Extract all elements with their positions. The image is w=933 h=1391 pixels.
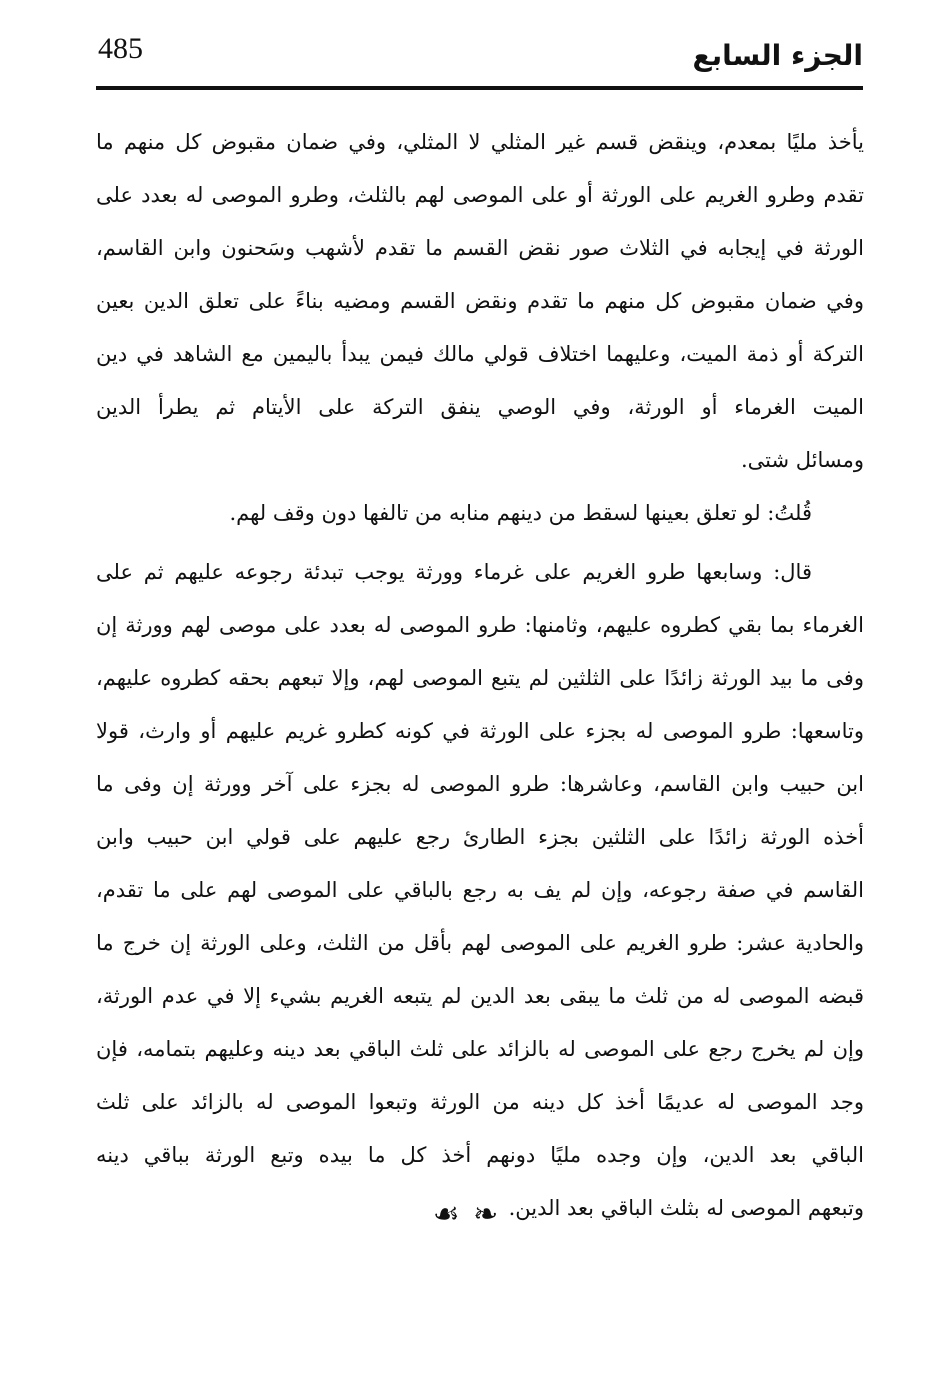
section-end-ornament: ☙ ❧ xyxy=(432,1197,501,1232)
text-line: الباقي بعد الدين، وإن وجده مليًا دونهم أخذ كل ما بيده وتبع الورثة بباقي دينه xyxy=(96,1143,864,1167)
running-title: الجزء السابع xyxy=(692,39,863,72)
text-line: وتبعهم الموصى له بثلث الباقي بعد الدين. xyxy=(508,1196,864,1220)
body-text xyxy=(96,116,864,1235)
page-number: 485 xyxy=(98,32,143,65)
text-line: القاسم في صفة رجوعه، وإن لم يف به رجع بالباقي على الموصى لهم على ما تقدم، xyxy=(96,878,864,902)
text-line: وفي ضمان مقبوض كل منهم ما تقدم ونقض القسم ومضيه بناءً على تعلق الدين بعين xyxy=(96,289,864,313)
text-line: وجد الموصى له عديمًا أخذ كل دينه من الورثة وتبعوا الموصى له بالزائد على ثلث xyxy=(96,1090,864,1114)
header-rule xyxy=(96,86,863,90)
text-line: تقدم وطرو الغريم على الورثة أو على الموصى لهم بالثلث، وطرو الموصى له بعدد على xyxy=(96,183,864,207)
text-line: الورثة في إيجابه في الثلاث صور نقض القسم ما تقدم لأشهب وسَحنون وابن القاسم، xyxy=(96,236,864,260)
text-line: التركة أو ذمة الميت، وعليهما اختلاف قولي مالك فيمن يبدأ باليمين مع الشاهد في دين xyxy=(96,342,864,366)
text-line: قُلتُ: لو تعلق بعينها لسقط من دينهم منابه من تالفها دون وقف لهم. xyxy=(229,501,812,525)
text-line: الميت الغرماء أو الورثة، وفي الوصي ينفق التركة على الأيتام ثم يطرأ الدين xyxy=(96,395,864,419)
text-line: ومسائل شتى. xyxy=(740,448,864,472)
text-line: أخذه الورثة زائدًا على الثلثين بجزء الطارئ رجع عليهم على قولي ابن حبيب وابن xyxy=(96,825,864,849)
text-line: وفى ما بيد الورثة زائدًا على الثلثين لم يتبع الموصى لهم، وإلا تبعهم بحقه كطروه عليهم، xyxy=(96,666,864,690)
text-line: يأخذ مليًا بمعدم، وينقض قسم غير المثلي لا المثلي، وفي ضمان مقبوض كل منهم ما xyxy=(96,130,864,154)
text-line: ابن حبيب وابن القاسم، وعاشرها: طرو الموصى له بجزء على آخر وورثة إن وفى ما xyxy=(96,772,864,796)
text-line: وتاسعها: طرو الموصى له بجزء على الورثة في كونه كطرو غريم عليهم أو وارث، قولا xyxy=(96,719,864,743)
text-line: والحادية عشر: طرو الغريم على الموصى لهم بأقل من الثلث، وعلى الورثة إن خرج ما xyxy=(96,931,864,955)
text-line: الغرماء بما بقي كطروه عليهم، وثامنها: طرو الموصى له بعدد على موصى لهم وورثة إن xyxy=(96,613,864,637)
text-line: قبضه الموصى له من ثلث ما يبقى بعد الدين لم يتبعه الغريم بشيء إلا في عدم الورثة، xyxy=(96,984,864,1008)
text-line: قال: وسابعها طرو الغريم على غرماء وورثة يوجب تبدئة رجوعه عليهم ثم على xyxy=(96,560,812,584)
text-line: وإن لم يخرج رجع على الموصى له بالزائد على ثلث الباقي بعد دينه وعليهم بتمامه، فإن xyxy=(96,1037,864,1061)
